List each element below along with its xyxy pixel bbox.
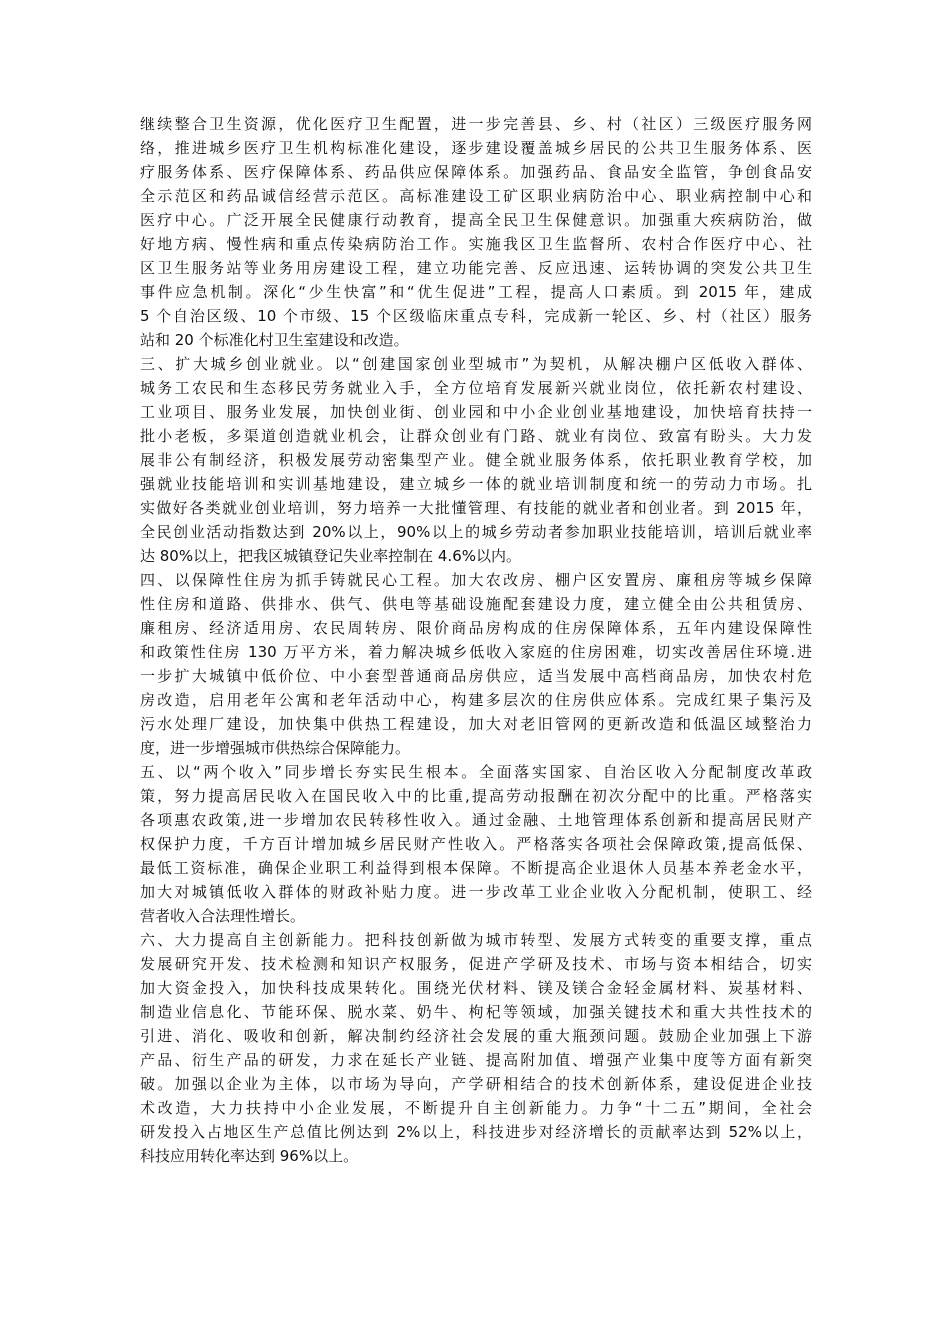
text-line: 城务工农民和生态移民劳务就业入手，全方位培育发展新兴就业岗位，依托新农村建设、 [140,379,812,397]
paragraph [140,352,812,568]
text-line: 策，努力提高居民收入在国民收入中的比重,提高劳动报酬在初次分配中的比重。严格落实 [140,787,812,805]
text-line: 性住房和道路、供排水、供气、供电等基础设施配套建设力度，建立健全由公共租赁房、 [140,595,812,613]
paragraph [140,928,812,1168]
text-line: 展非公有制经济，积极发展劳动密集型产业。健全就业服务体系，依托职业教育学校，加 [140,451,812,469]
text-line: 权保护力度，千方百计增加城乡居民财产性收入。严格落实各项社会保障政策,提高低保、 [140,835,812,853]
text-line: 强就业技能培训和实训基地建设，建立城乡一体的就业培训制度和统一的劳动力市场。扎 [140,475,812,493]
text-line: 三、扩大城乡创业就业。以“创建国家创业型城市”为契机，从解决棚户区低收入群体、 [140,355,812,373]
text-line: 好地方病、慢性病和重点传染病防治工作。实施我区卫生监督所、农村合作医疗中心、社 [140,235,812,253]
text-line: 络，推进城乡医疗卫生机构标准化建设，逐步建设覆盖城乡居民的公共卫生服务体系、医 [140,139,812,157]
text-line: 破。加强以企业为主体，以市场为导向，产学研相结合的技术创新体系，建设促进企业技 [140,1075,812,1093]
text-line: 四、以保障性住房为抓手铸就民心工程。加大农改房、棚户区安置房、廉租房等城乡保障 [140,571,812,589]
text-line: 产品、衍生产品的研发，力求在延长产业链、提高附加值、增强产业集中度等方面有新突 [140,1051,812,1069]
text-line: 区卫生服务站等业务用房建设工程，建立功能完善、反应迅速、运转协调的突发公共卫生 [140,259,812,277]
text-line: 医疗中心。广泛开展全民健康行动教育，提高全民卫生保健意识。加强重大疾病防治，做 [140,211,812,229]
text-line: 继续整合卫生资源，优化医疗卫生配置，进一步完善县、乡、村（社区）三级医疗服务网 [140,115,812,133]
text-line: 度，进一步增强城市供热综合保障能力。 [140,739,411,757]
paragraph [140,760,812,928]
text-line: 研发投入占地区生产总值比例达到 2%以上，科技进步对经济增长的贡献率达到 52%以上， [140,1123,812,1141]
paragraph [140,568,812,760]
text-line: 一步扩大城镇中低价位、中小套型普通商品房供应，适当发展中高档商品房，加快农村危 [140,667,812,685]
text-line: 达 80%以上，把我区城镇登记失业率控制在 4.6%以内。 [140,547,521,565]
text-line: 全示范区和药品诚信经营示范区。高标准建设工矿区职业病防治中心、职业病控制中心和 [140,187,812,205]
document-body [140,112,812,1168]
text-line: 引进、消化、吸收和创新，解决制约经济社会发展的重大瓶颈问题。鼓励企业加强上下游 [140,1027,812,1045]
text-line: 工业项目、服务业发展，加快创业街、创业园和中小企业创业基地建设，加快培育扶持一 [140,403,812,421]
text-line: 五、以“两个收入”同步增长夯实民生根本。全面落实国家、自治区收入分配制度改革政 [140,763,812,781]
text-line: 各项惠农政策,进一步增加农民转移性收入。通过金融、土地管理体系创新和提高居民财产 [140,811,812,829]
text-line: 六、大力提高自主创新能力。把科技创新做为城市转型、发展方式转变的重要支撑，重点 [140,931,812,949]
text-line: 全民创业活动指数达到 20%以上，90%以上的城乡劳动者参加职业技能培训，培训后就业率 [140,523,812,541]
text-line: 和政策性住房 130 万平方米，着力解决城乡低收入家庭的住房困难，切实改善居住环境.进 [140,643,812,661]
text-line: 事件应急机制。深化“少生快富”和“优生促进”工程，提高人口素质。到 2015 年，建成 [140,283,812,301]
text-line: 发展研究开发、技术检测和知识产权服务，促进产学研及技术、市场与资本相结合，切实 [140,955,812,973]
text-line: 最低工资标准，确保企业职工利益得到根本保障。不断提高企业退休人员基本养老金水平， [140,859,812,877]
text-line: 5 个自治区级、10 个市级、15 个区级临床重点专科，完成新一轮区、乡、村（社区）服务 [140,307,812,325]
text-line: 批小老板，多渠道创造就业机会，让群众创业有门路、就业有岗位、致富有盼头。大力发 [140,427,812,445]
text-line: 科技应用转化率达到 96%以上。 [140,1147,359,1165]
text-line: 污水处理厂建设，加快集中供热工程建设，加大对老旧管网的更新改造和低温区域整治力 [140,715,812,733]
text-line: 营者收入合法理性增长。 [140,907,306,925]
text-line: 房改造，启用老年公寓和老年活动中心，构建多层次的住房供应体系。完成红果子集污及 [140,691,812,709]
text-line: 疗服务体系、医疗保障体系、药品供应保障体系。加强药品、食品安全监管，争创食品安 [140,163,812,181]
paragraph [140,112,812,352]
text-line: 站和 20 个标准化村卫生室建设和改造。 [140,331,409,349]
text-line: 廉租房、经济适用房、农民周转房、限价商品房构成的住房保障体系，五年内建设保障性 [140,619,812,637]
text-line: 加大对城镇低收入群体的财政补贴力度。进一步改革工业企业收入分配机制，使职工、经 [140,883,812,901]
text-line: 制造业信息化、节能环保、脱水菜、奶牛、枸杞等领域，加强关键技术和重大共性技术的 [140,1003,812,1021]
text-line: 加大资金投入，加快科技成果转化。围绕光伏材料、镁及镁合金轻金属材料、炭基材料、 [140,979,812,997]
text-line: 术改造，大力扶持中小企业发展，不断提升自主创新能力。力争“十二五”期间，全社会 [140,1099,812,1117]
text-line: 实做好各类就业创业培训，努力培养一大批懂管理、有技能的就业者和创业者。到 2015 年， [140,499,812,517]
